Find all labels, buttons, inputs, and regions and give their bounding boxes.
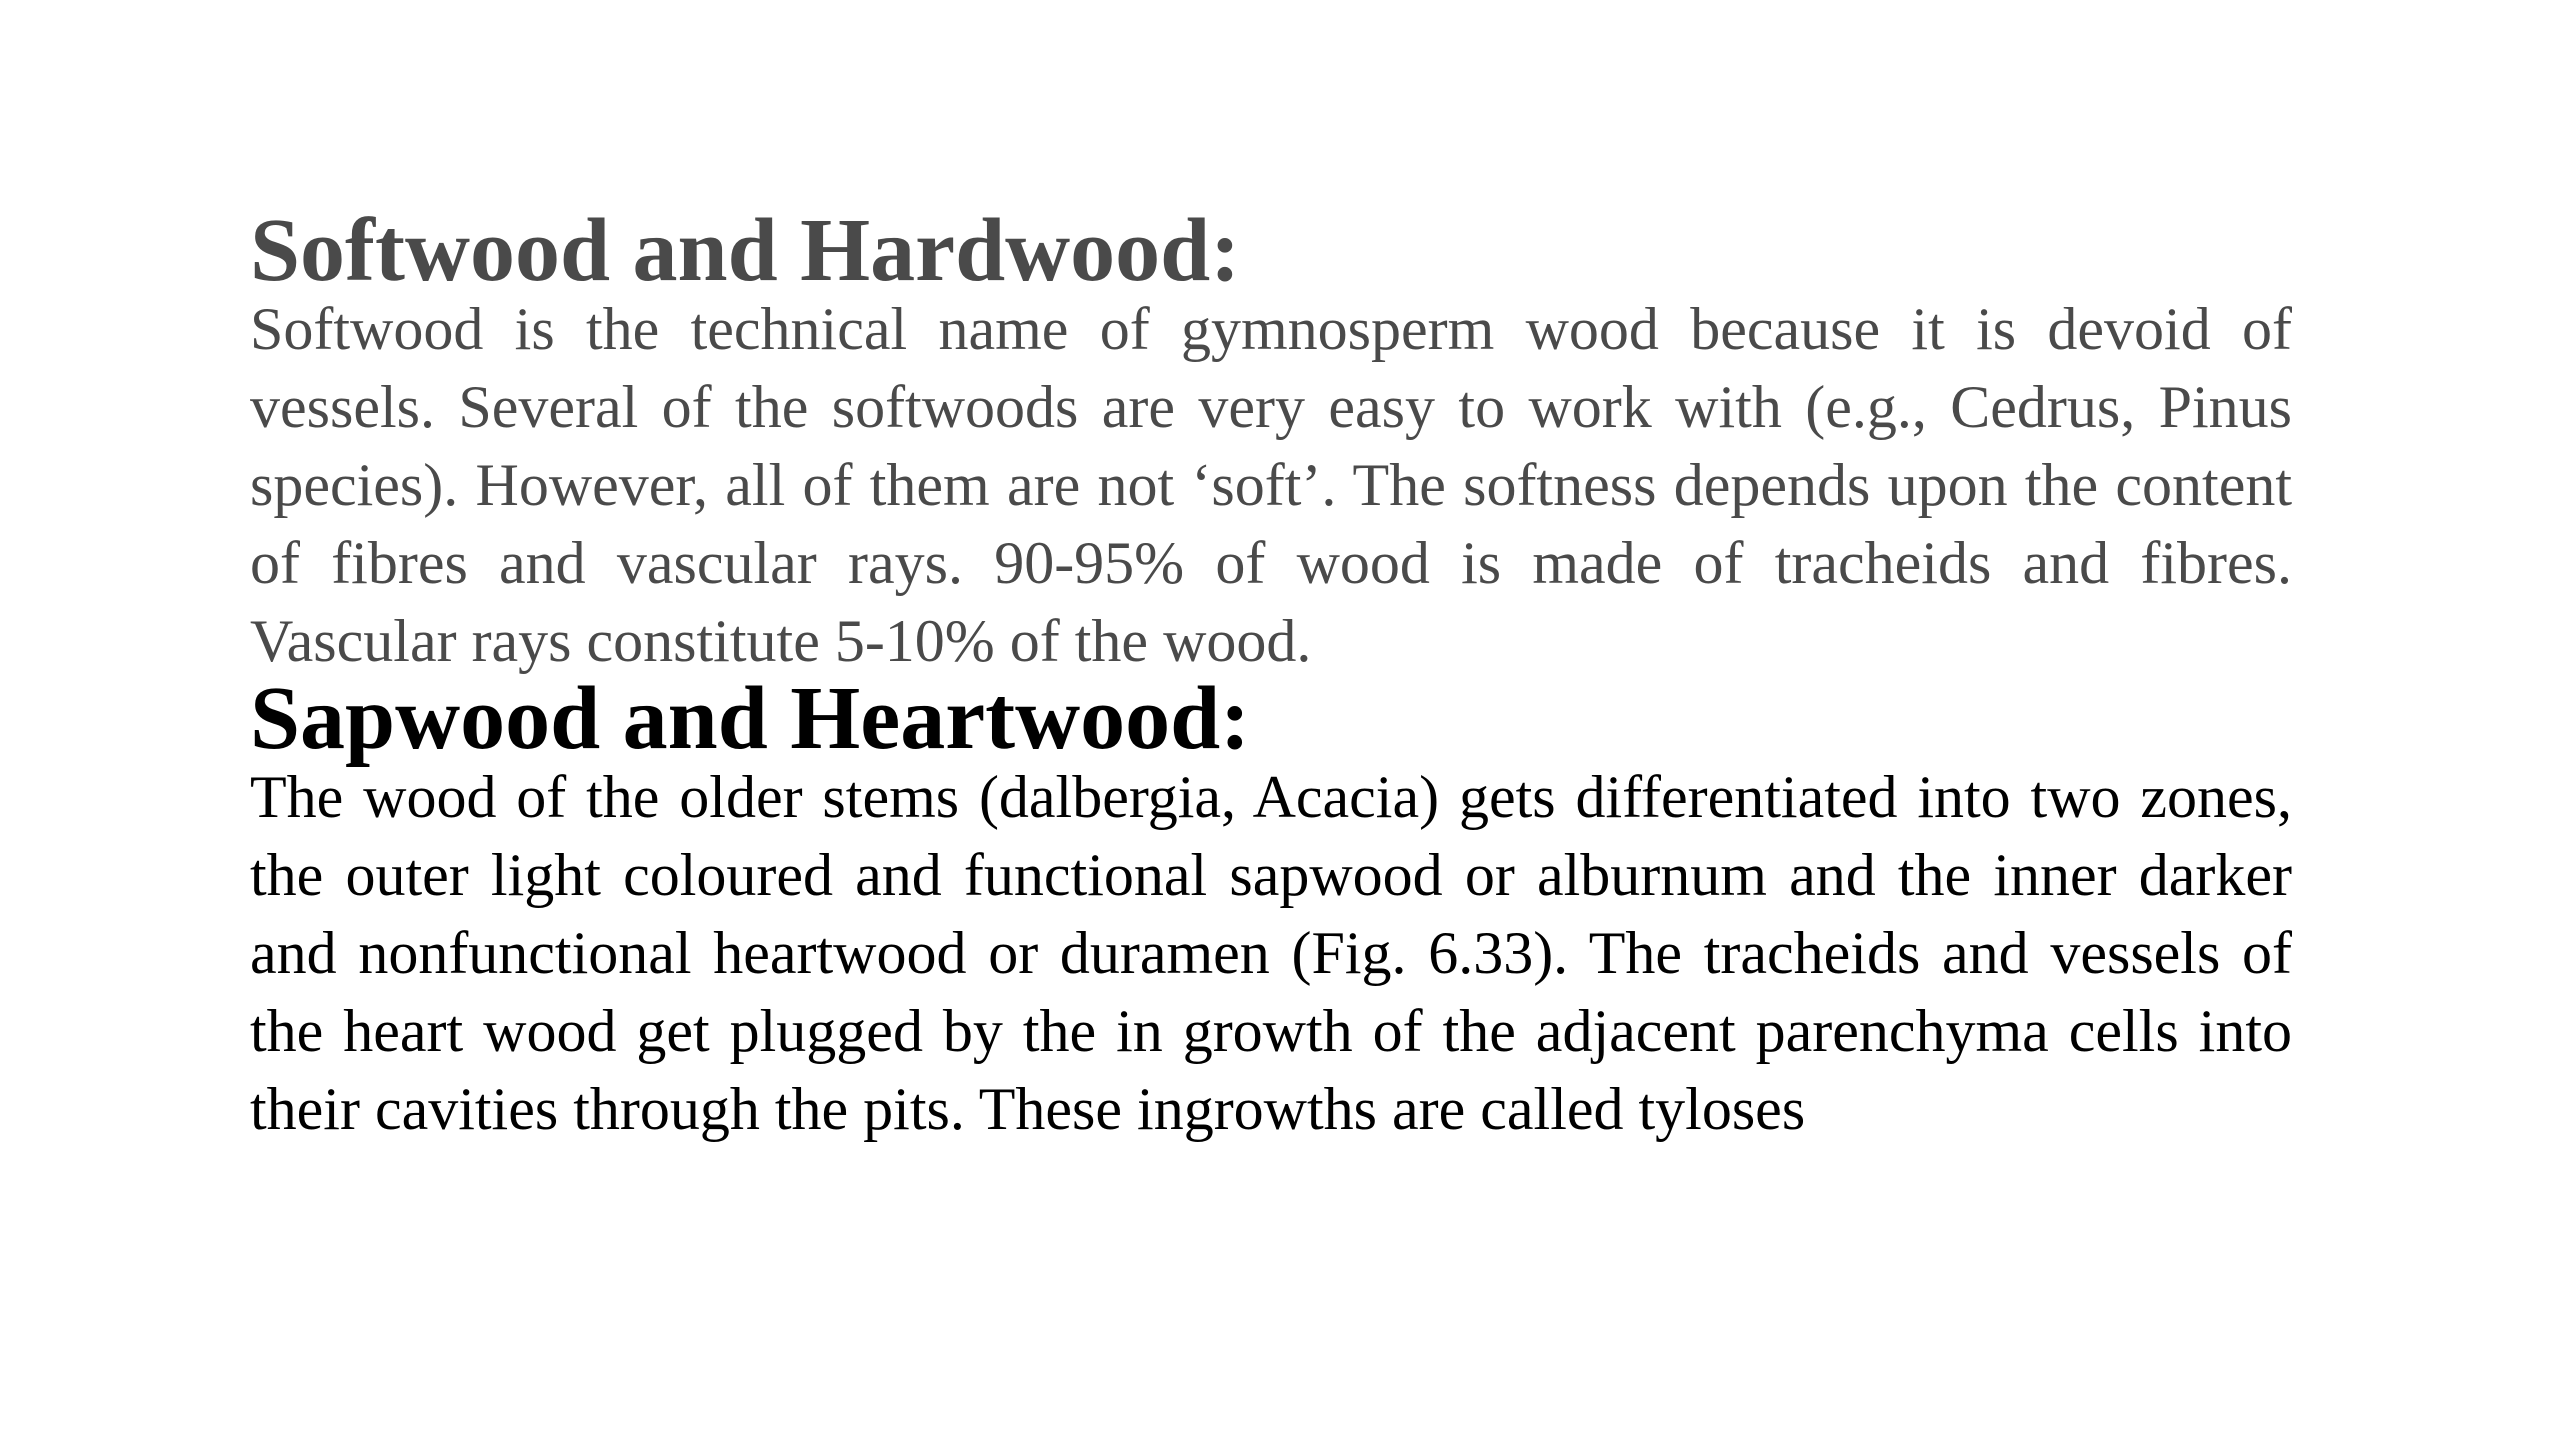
section-heading-sapwood-heartwood: Sapwood and Heartwood: xyxy=(250,669,1251,768)
section-heading-softwood-hardwood: Softwood and Hardwood: xyxy=(250,201,1241,300)
section-sapwood-heartwood xyxy=(250,669,2292,1148)
section-body-sapwood-heartwood: The wood of the older stems (dalbergia, Acacia) gets differentiated into two zones, the outer light coloured and functional sapwood or alburnum and the inner darker and nonfunctional heartwood or duramen (Fig. 6.33). The tracheids and vessels of the heart wood get plugged by the in growth of the adjacent parenchyma cells into their cavities through the pits. These ingrowths are called tyloses xyxy=(250,764,2292,1142)
section-softwood-hardwood xyxy=(250,201,2292,680)
section-body-softwood-hardwood: Softwood is the technical name of gymnosperm wood because it is devoid of vessels. Several of the softwoods are very easy to work with (e.g., Cedrus, Pinus species). However, all of them are not ‘soft’. The softness depends upon the content of fibres and vascular rays. 90-95% of wood is made of tracheids and fibres. Vascular rays constitute 5-10% of the wood. xyxy=(250,296,2292,674)
document-content xyxy=(250,201,2292,1148)
